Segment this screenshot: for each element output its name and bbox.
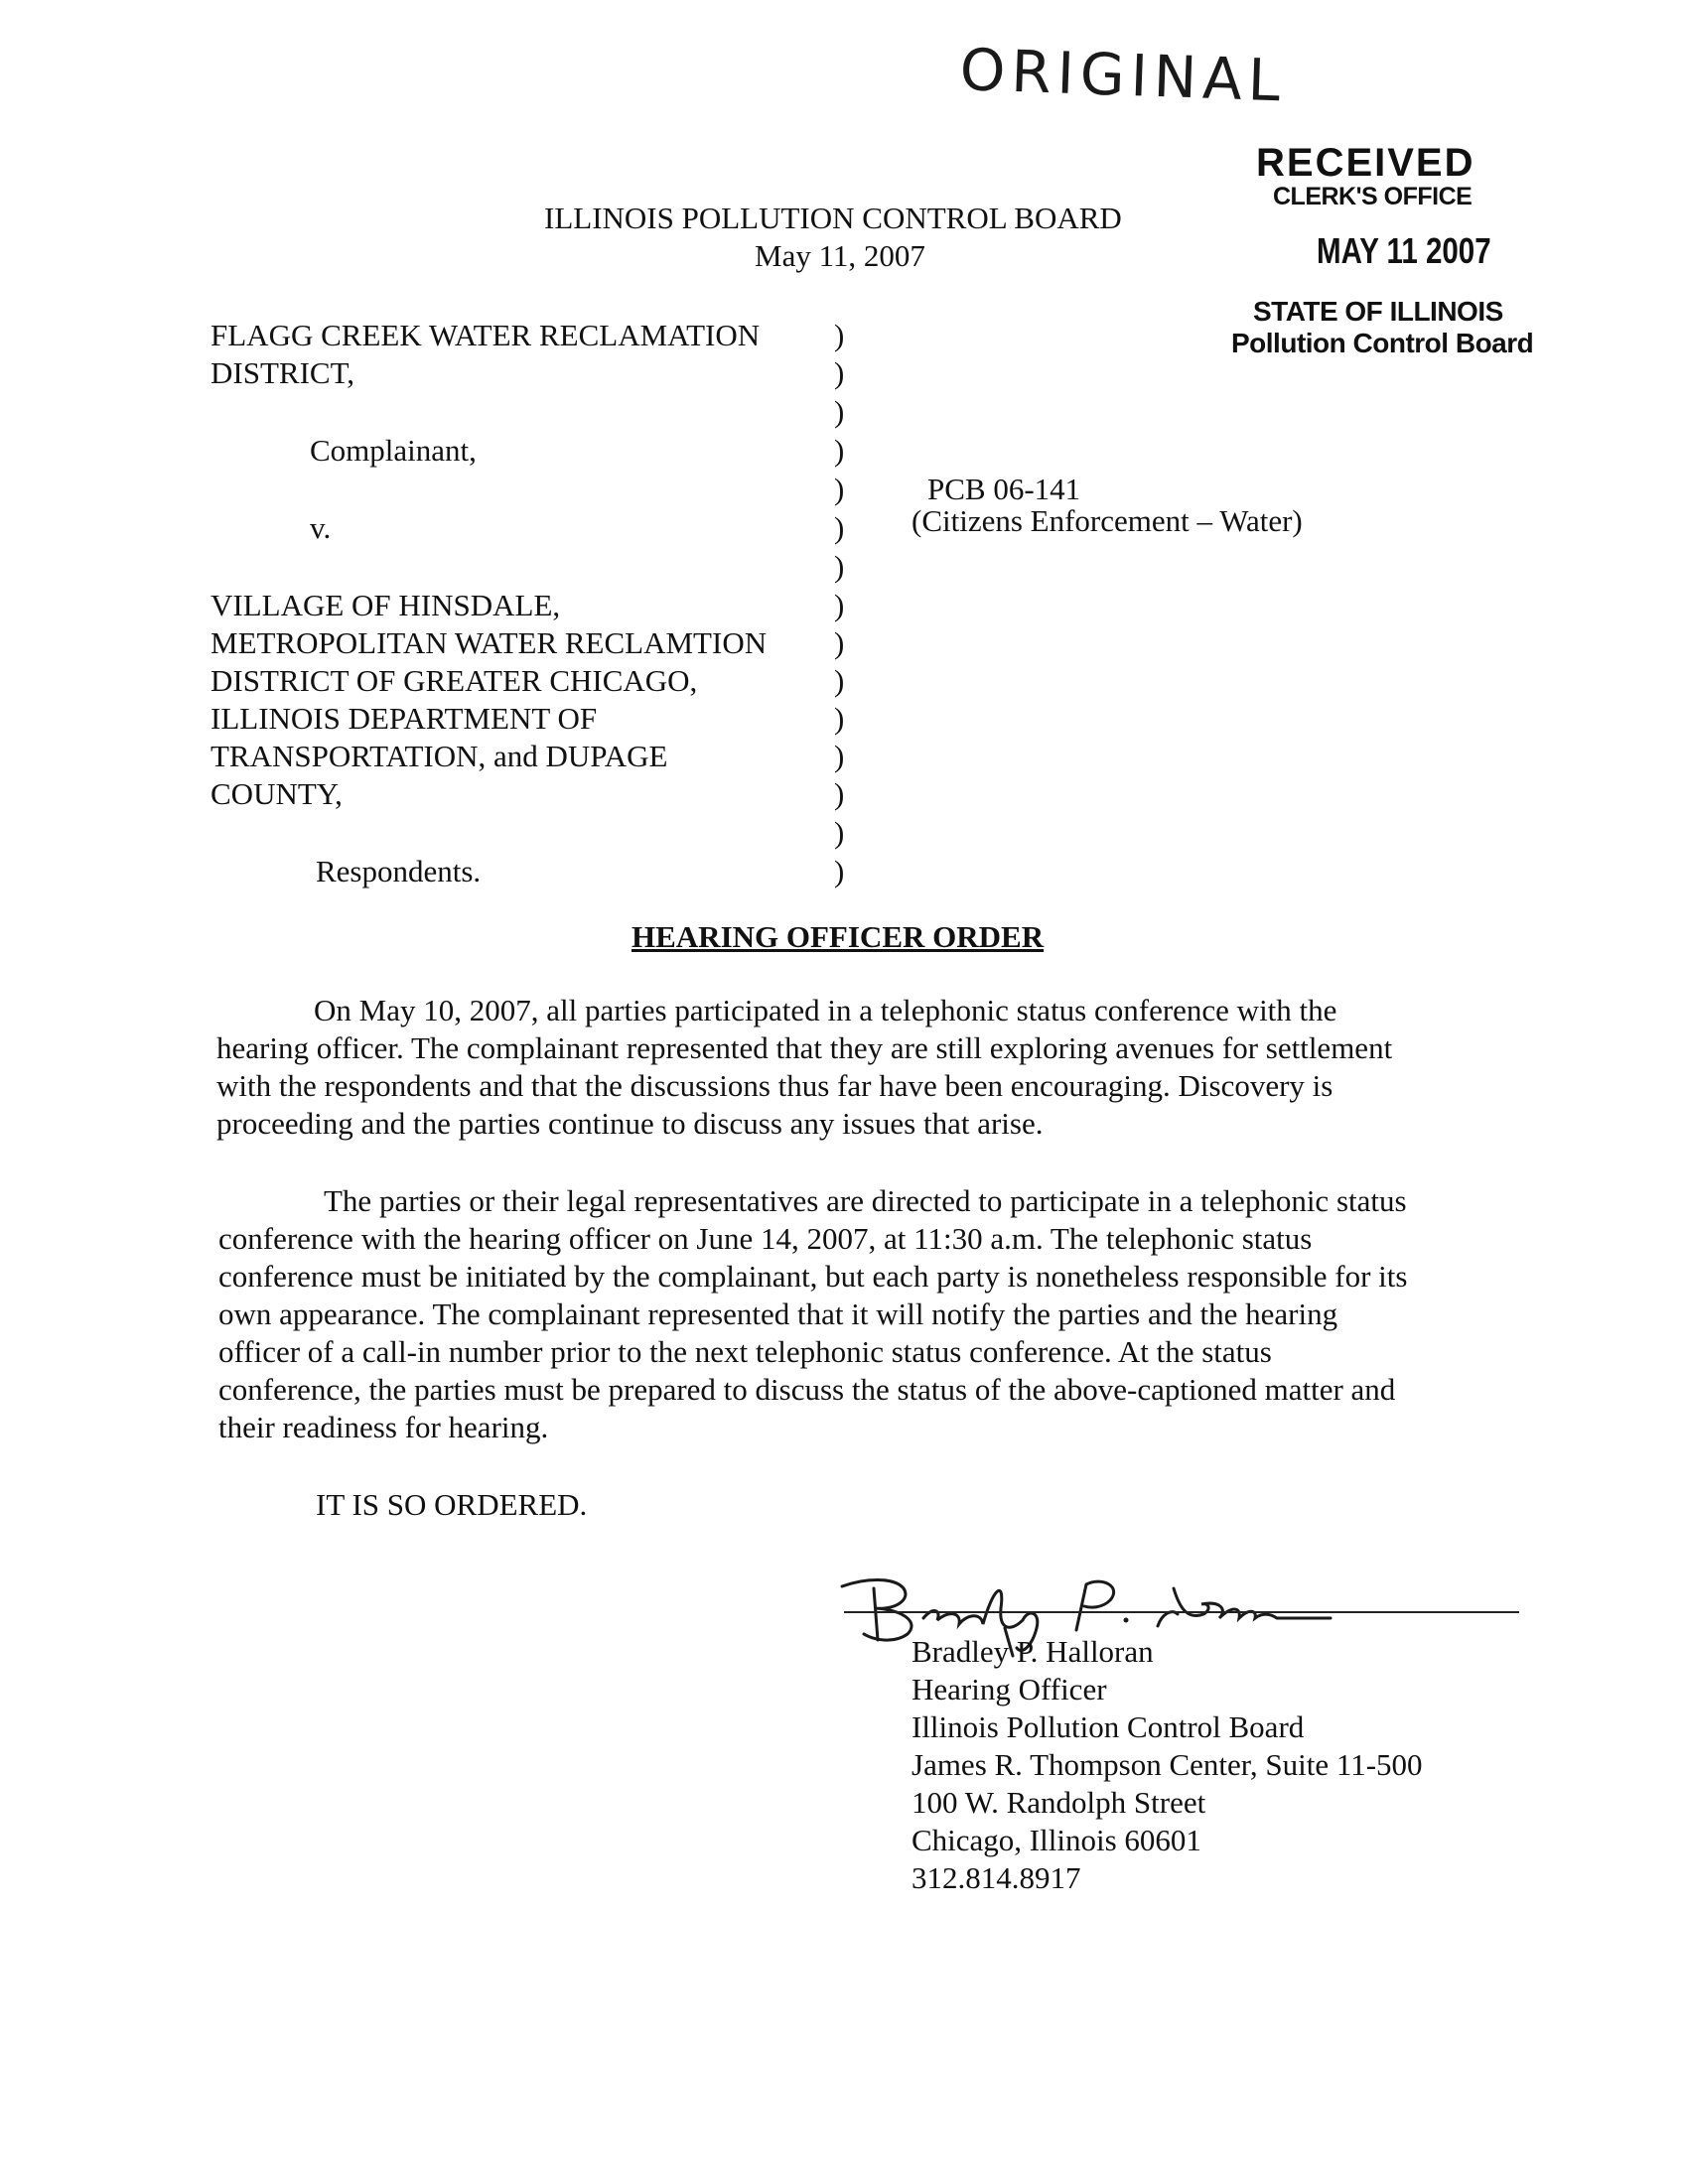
received-stamp-board: Pollution Control Board bbox=[1231, 328, 1534, 358]
paragraph-line: with the respondents and that the discussions thus far have been encouraging. Discovery is bbox=[216, 1068, 1333, 1103]
case-number: PCB 06-141 bbox=[927, 472, 1081, 506]
caption-paren: ) bbox=[834, 472, 845, 506]
received-stamp-office: CLERK'S OFFICE bbox=[1273, 183, 1473, 210]
caption-paren: ) bbox=[834, 854, 845, 888]
caption-paren: ) bbox=[834, 663, 845, 698]
paragraph-line: The parties or their legal representatives are directed to participate in a telephonic status bbox=[324, 1183, 1407, 1218]
caption-paren: ) bbox=[834, 394, 845, 429]
respondent-line: COUNTY, bbox=[210, 776, 343, 811]
address-line-1: James R. Thompson Center, Suite 11-500 bbox=[912, 1747, 1423, 1782]
caption-paren: ) bbox=[834, 739, 845, 773]
caption-paren: ) bbox=[834, 433, 845, 468]
caption-paren: ) bbox=[834, 815, 845, 850]
complainant-name-line1: FLAGG CREEK WATER RECLAMATION bbox=[210, 318, 761, 352]
caption-paren: ) bbox=[834, 588, 845, 622]
paragraph-line: their readiness for hearing. bbox=[218, 1410, 549, 1444]
signer-title: Hearing Officer bbox=[912, 1672, 1107, 1706]
received-stamp-date: MAY 11 2007 bbox=[1317, 230, 1491, 271]
paragraph-line: own appearance. The complainant represented that it will notify the parties and the hearing bbox=[218, 1297, 1338, 1331]
respondent-role: Respondents. bbox=[316, 854, 482, 888]
complainant-role: Complainant, bbox=[310, 433, 477, 468]
respondent-line: VILLAGE OF HINSDALE, bbox=[210, 588, 561, 622]
paragraph-line: hearing officer. The complainant represented that they are still exploring avenues for settlement bbox=[216, 1030, 1393, 1065]
respondent-line: DISTRICT OF GREATER CHICAGO, bbox=[210, 663, 698, 698]
complainant-name-line2: DISTRICT, bbox=[210, 355, 354, 390]
caption-paren: ) bbox=[834, 510, 845, 545]
address-line-2: 100 W. Randolph Street bbox=[912, 1785, 1206, 1820]
order-title: HEARING OFFICER ORDER bbox=[632, 919, 1045, 954]
received-stamp-title: RECEIVED bbox=[1256, 141, 1475, 185]
caption-paren: ) bbox=[834, 701, 845, 736]
signer-name: Bradley P. Halloran bbox=[912, 1634, 1154, 1669]
respondent-line: METROPOLITAN WATER RECLAMTION bbox=[210, 625, 768, 660]
signature-line bbox=[844, 1611, 1519, 1613]
phone-number: 312.814.8917 bbox=[912, 1860, 1081, 1895]
signer-organization: Illinois Pollution Control Board bbox=[912, 1709, 1305, 1744]
caption-paren: ) bbox=[834, 776, 845, 811]
address-city: Chicago, Illinois 60601 bbox=[912, 1823, 1201, 1857]
caption-paren: ) bbox=[834, 355, 845, 390]
received-stamp-state: STATE OF ILLINOIS bbox=[1253, 296, 1503, 327]
caption-paren: ) bbox=[834, 318, 845, 352]
paragraph-line: conference must be initiated by the complainant, but each party is nonetheless responsible for its bbox=[218, 1259, 1408, 1294]
original-stamp: ORIGINAL bbox=[958, 36, 1288, 115]
versus: v. bbox=[310, 510, 332, 545]
respondent-line: TRANSPORTATION, and DUPAGE bbox=[210, 739, 668, 773]
paragraph-line: officer of a call-in number prior to the next telephonic status conference. At the status bbox=[218, 1334, 1272, 1369]
order-date: May 11, 2007 bbox=[755, 238, 925, 273]
paragraph-line: On May 10, 2007, all parties participated in a telephonic status conference with the bbox=[314, 993, 1337, 1027]
paragraph-line: conference with the hearing officer on June 14, 2007, at 11:30 a.m. The telephonic status bbox=[218, 1221, 1313, 1256]
paragraph-line: conference, the parties must be prepared to discuss the status of the above-captioned matter and bbox=[218, 1372, 1396, 1407]
case-type: (Citizens Enforcement – Water) bbox=[912, 503, 1303, 538]
respondent-line: ILLINOIS DEPARTMENT OF bbox=[210, 701, 598, 736]
board-name: ILLINOIS POLLUTION CONTROL BOARD bbox=[544, 201, 1122, 235]
paragraph-line: proceeding and the parties continue to discuss any issues that arise. bbox=[216, 1106, 1044, 1141]
caption-paren: ) bbox=[834, 549, 845, 584]
caption-paren: ) bbox=[834, 625, 845, 660]
closing-statement: IT IS SO ORDERED. bbox=[316, 1487, 588, 1522]
